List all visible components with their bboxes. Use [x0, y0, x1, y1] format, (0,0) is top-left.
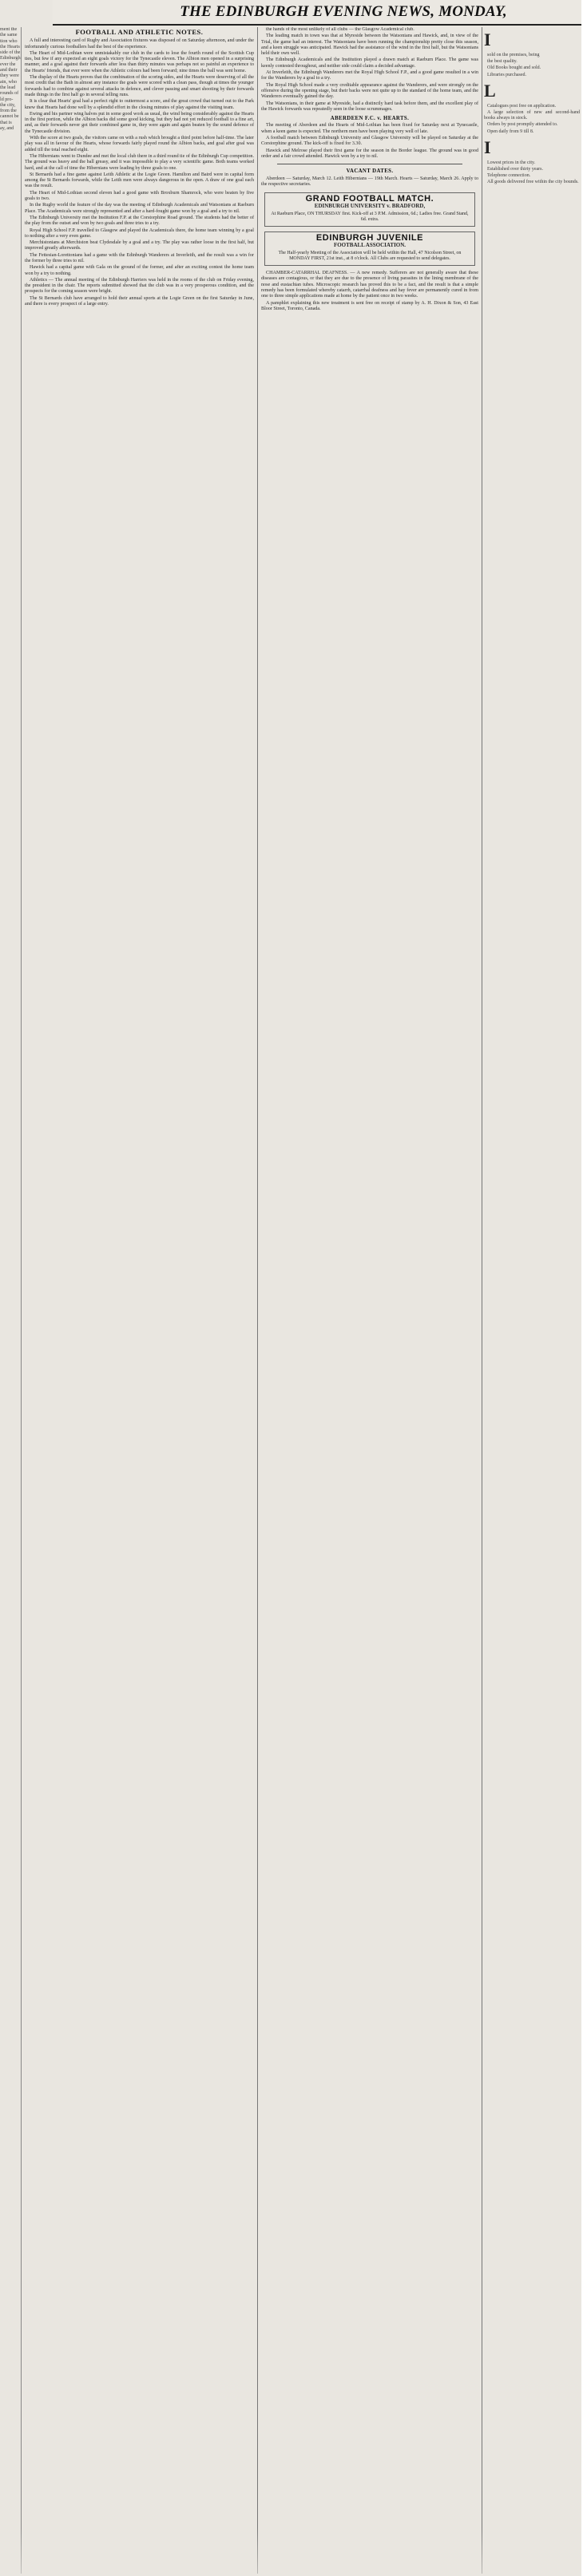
article-paragraph: The Edinburgh University met the Institution F.P. at the Corstorphine Road ground. The students had the better of the play from the outset and won by two goals and three tries to a try. [25, 215, 254, 227]
article-paragraph: The display of the Hearts proves that the combination of the scoring sides, and the Hearts were deserving of all the most credit that the Bath in almost any instance the goals were scored with a clean pass, though at times the younger forwards had to combine against several attacks in defence, and clever passing and smart shooting by their forwards made things in the first half go in several telling runs. [25, 75, 254, 97]
article-paragraph: the hands of the most unlikely of all clubs — the Glasgow Academical club. [266, 27, 414, 32]
article-paragraph: The Hibernians went to Dundee and met the local club there in a third round tie of the Edinburgh Cup competition. The ground was heavy and the ball greasy, and it was impossible to play a very scientific game. Both teams worked hard, and at the call of time the Hibernians were leading by three goals to one. [25, 153, 254, 171]
article-paragraph: At Inverleith, the Edinburgh Wanderers met the Royal High School F.P., and a good game resulted in a win for the Wanderers by a goal to a try. [261, 70, 478, 81]
text-fragment: All goods delivered free within the city bounds. [487, 180, 579, 185]
advert-body: At Raeburn Place, ON THURSDAY first. Kick-off at 3 P.M. Admission, 6d.; Ladies free. Grand Stand, 6d. extra. [271, 211, 469, 222]
text-fragment: Lowest prices in the city. [487, 160, 536, 165]
text-fragment: side of the [0, 50, 21, 56]
text-fragment: Old Books bought and sold. [487, 65, 541, 71]
football-match-advert [264, 192, 475, 227]
article-paragraph: A football match between Edinburgh University and Glasgow University will be played on Saturday at the Corstorphine ground. The kick-off is fixed for 3.30. [261, 136, 478, 147]
text-fragment: A large selection of new and second-hand books always in stock. [484, 110, 580, 121]
article-paragraph: The leading match in town was that at Myreside between the Watsonians and Hawick, and, in view of the Trial, the game had an interest. The Watsonians have been running the championship pretty close this season, and a keen struggle was anticipated. Hawick had the assistance of the wind in the first half, but the Watsonians held their own well. [261, 34, 478, 57]
text-fragment: Edinburgh [0, 56, 21, 61]
left-edge-column [0, 27, 22, 2574]
text-fragment: Telephone connection. [487, 173, 531, 179]
text-fragment: ld pro- [0, 97, 14, 102]
text-fragment: tion who [0, 38, 18, 44]
article-paragraph: Royal High School F.P. travelled to Glasgow and played the Academicals there, the home team winning by a goal to nothing after a very even game. [25, 228, 254, 239]
article-paragraph: Hawick had a capital game with Gala on the ground of the former, and after an exciting contest the home team won by a try to nothing. [25, 265, 254, 276]
match-reports-body [261, 27, 478, 113]
advert-body: The Half-yearly Meeting of the Association will be held within the Hall, 47 Nicolson Street, on MONDAY FIRST, 21st inst., at 8 o'clock. All Clubs are requested to send delegates. [278, 250, 462, 261]
article-paragraph: The Heart of Mid-Lothian second eleven had a good game with Broxburn Shamrock, who were beaten by five goals to two. [25, 190, 254, 202]
aberdeen-hearts-body [261, 123, 478, 160]
text-fragment: they were [0, 73, 19, 79]
match-reports-column [261, 27, 482, 2574]
text-fragment: the same [0, 33, 18, 38]
text-fragment: the lead [0, 85, 16, 90]
article-paragraph: The meeting of Aberdeen and the Hearts of Mid-Lothian has been fixed for Saturday next at Tynecastle, when a keen game is expected. The northern men have been playing very well of late. [261, 123, 478, 134]
aberdeen-hearts-subhead: ABERDEEN F.C. v. HEARTS. [330, 116, 410, 122]
text-fragment: that is [0, 120, 12, 125]
text-fragment: the Hearts [0, 44, 20, 49]
display-letter: L [484, 80, 496, 101]
article-paragraph: The Fettesian-Lorettonians had a game with the Edinburgh Wanderers at Inverleith, and the result was a win for the former by three tries to nil. [25, 252, 254, 263]
article-paragraph: It is clear that Hearts' goal had a perfect right to outtermost a score, and the great crowd that turned out to the Park knew that Hearts had done well by a splendid effort in the closing minutes of play against the visiting team. [25, 99, 254, 110]
text-fragment: Orders by post promptly attended to. [487, 122, 558, 128]
text-fragment: sold on the premises, being [487, 53, 540, 57]
juvenile-association-advert [264, 231, 475, 266]
advert-title: GRAND FOOTBALL MATCH. [305, 194, 434, 204]
text-fragment: Established over thirty years. [487, 167, 543, 172]
article-paragraph: The Royal High School made a very creditable appearance against the Wanderers, and were strongly on the offensive during the opening stage, but their backs were not quite up to the standard of the home team, and the Wanderers eventually gained the day. [261, 82, 478, 100]
football-notes-heading: FOOTBALL AND ATHLETIC NOTES. [75, 28, 204, 36]
text-fragment: ain, who [0, 79, 17, 85]
text-fragment: cannot be [0, 114, 19, 120]
article-paragraph: Ewing and his partner wing halves put in some good work as usual, the wind being considerably against the Hearts in the first portion, while the Albion backs did some good kicking, but they had not yet reduced football to a fine art, and, as their forwards never got their combined game in, they were again and again beaten by the sound defence of the Tynecastle division. [25, 111, 254, 134]
text-fragment: ever the [0, 61, 16, 67]
right-edge-column [484, 27, 580, 2574]
right-edge-text [484, 30, 580, 186]
display-letter: I [484, 30, 491, 49]
advert-subtitle: FOOTBALL ASSOCIATION. [333, 242, 407, 249]
text-fragment: ay, and [0, 126, 14, 132]
article-paragraph: St Bernards had a fine game against Leith Athletic at the Logie Green. Hamilton and Baird were in capital form among the St Bernards forwards, while the Leith men were always dangerous in the open. A draw of one goal each was the result. [25, 172, 254, 189]
advert-title: EDINBURGH JUVENILE [315, 233, 424, 243]
article-paragraph: The Watsonians, in their game at Myreside, had a distinctly hard task before them, and the excellent play of the Hawick forwards was repeatedly seen in the loose scrummages. [261, 101, 478, 112]
football-notes-column [25, 27, 258, 2574]
article-paragraph: The Heart of Mid-Lothian were unmistakably our club in the cards to lose the fourth round of the Scottish Cup ties, but few if any expected an eight goals victory for the Tynecastle eleven. The Albion men opened in a surprising manner, and a goal against their forwards after less than thirty minutes was perhaps not so painful an experience to the Hearts' friends, that ever were when the Athletic colours had been forward; nine times the ball was sent home. [25, 50, 254, 73]
text-fragment: rounds of [0, 91, 19, 97]
text-fragment: the best quality. [487, 59, 518, 65]
vacant-dates-text: Aberdeen — Saturday, March 12. Leith Hibernians — 19th March. Hearts — Saturday, March 26. Apply to the respective secretaries. [261, 176, 478, 187]
article-paragraph: Athletics — The annual meeting of the Edinburgh Harriers was held in the rooms of the club on Friday evening, the president in the chair. The reports submitted showed that the club was in a very prosperous condition, and the prospects for the coming season were bright. [25, 277, 254, 295]
article-paragraph: With the score at two goals, the visitors came on with a rush which brought a third point before half-time. The later play was all in favour of the Hearts, whose forwards fairly played round the Albion backs, and goal after goal was added till the total reached eight. [25, 136, 254, 152]
display-letter: I [484, 137, 491, 157]
article-paragraph: Hawick and Melrose played their first game for the season in the Border league. The ground was in good order and a fair crowd attended. Hawick won by a try to nil. [261, 148, 478, 159]
masthead: THE EDINBURGH EVENING NEWS, MONDAY, [53, 0, 581, 26]
article-paragraph: Merchistonians at Merchiston beat Clydesdale by a goal and a try. The play was rather loose in the first half, but improved greatly afterwards. [25, 240, 254, 251]
text-fragment: Libraries purchased. [487, 72, 526, 77]
columns [0, 27, 581, 2574]
football-notes-body [25, 38, 254, 307]
article-paragraph: In the Rugby world the feature of the day was the meeting of Edinburgh Academicals and Watsonians at Raeburn Place. The Academicals were strongly represented and after a hard-fought game won by a goal and a try to nil. [25, 203, 254, 214]
text-fragment: Open daily from 9 till 8. [487, 129, 534, 134]
advert-subtitle: EDINBURGH UNIVERSITY v. BRADFORD, [314, 203, 426, 210]
text-fragment: the city, [0, 102, 16, 108]
article-paragraph: The St Bernards club have arranged to hold their annual sports at the Logie Green on the first Saturday in June, and there is every prospect of a large entry. [25, 295, 254, 307]
text-fragment: ment the [0, 27, 18, 32]
article-paragraph: A full and interesting card of Rugby and Association fixtures was disposed of on Saturday afternoon, and under the inforturately curious footballers had the best of the experience. [25, 38, 254, 49]
remedy-advert-body [261, 271, 478, 312]
article-paragraph: A pamphlet explaining this new treatment is sent free on receipt of stamp by A. H. Dixon & Son, 43 East Bloor Street, Toronto, Canada. [261, 300, 478, 311]
article-paragraph: The Edinburgh Academicals and the Institution played a drawn match at Raeburn Place. The game was keenly contested throughout, and neither side could claim a decided advantage. [261, 57, 478, 69]
text-fragment: Catalogues post free on application. [487, 103, 557, 109]
vacant-dates-heading: VACANT DATES. [346, 168, 394, 175]
text-fragment: and their [0, 68, 18, 73]
article-paragraph: CHAMBER-CATARRHAL DEAFNESS. — A new remedy. Sufferers are not generally aware that these diseases are contagious, or that they are due to the presence of living parasites in the lining membrane of the nose and eustachian tubes. Microscopic research has proved this to be a fact, and the result is that a simple remedy has been formulated whereby catarrh, catarrhal deafness and hay fever are permanently cured in from one to three simple applications made at home by the patient once in two weeks. [261, 271, 478, 299]
text-fragment: from the [0, 109, 17, 114]
